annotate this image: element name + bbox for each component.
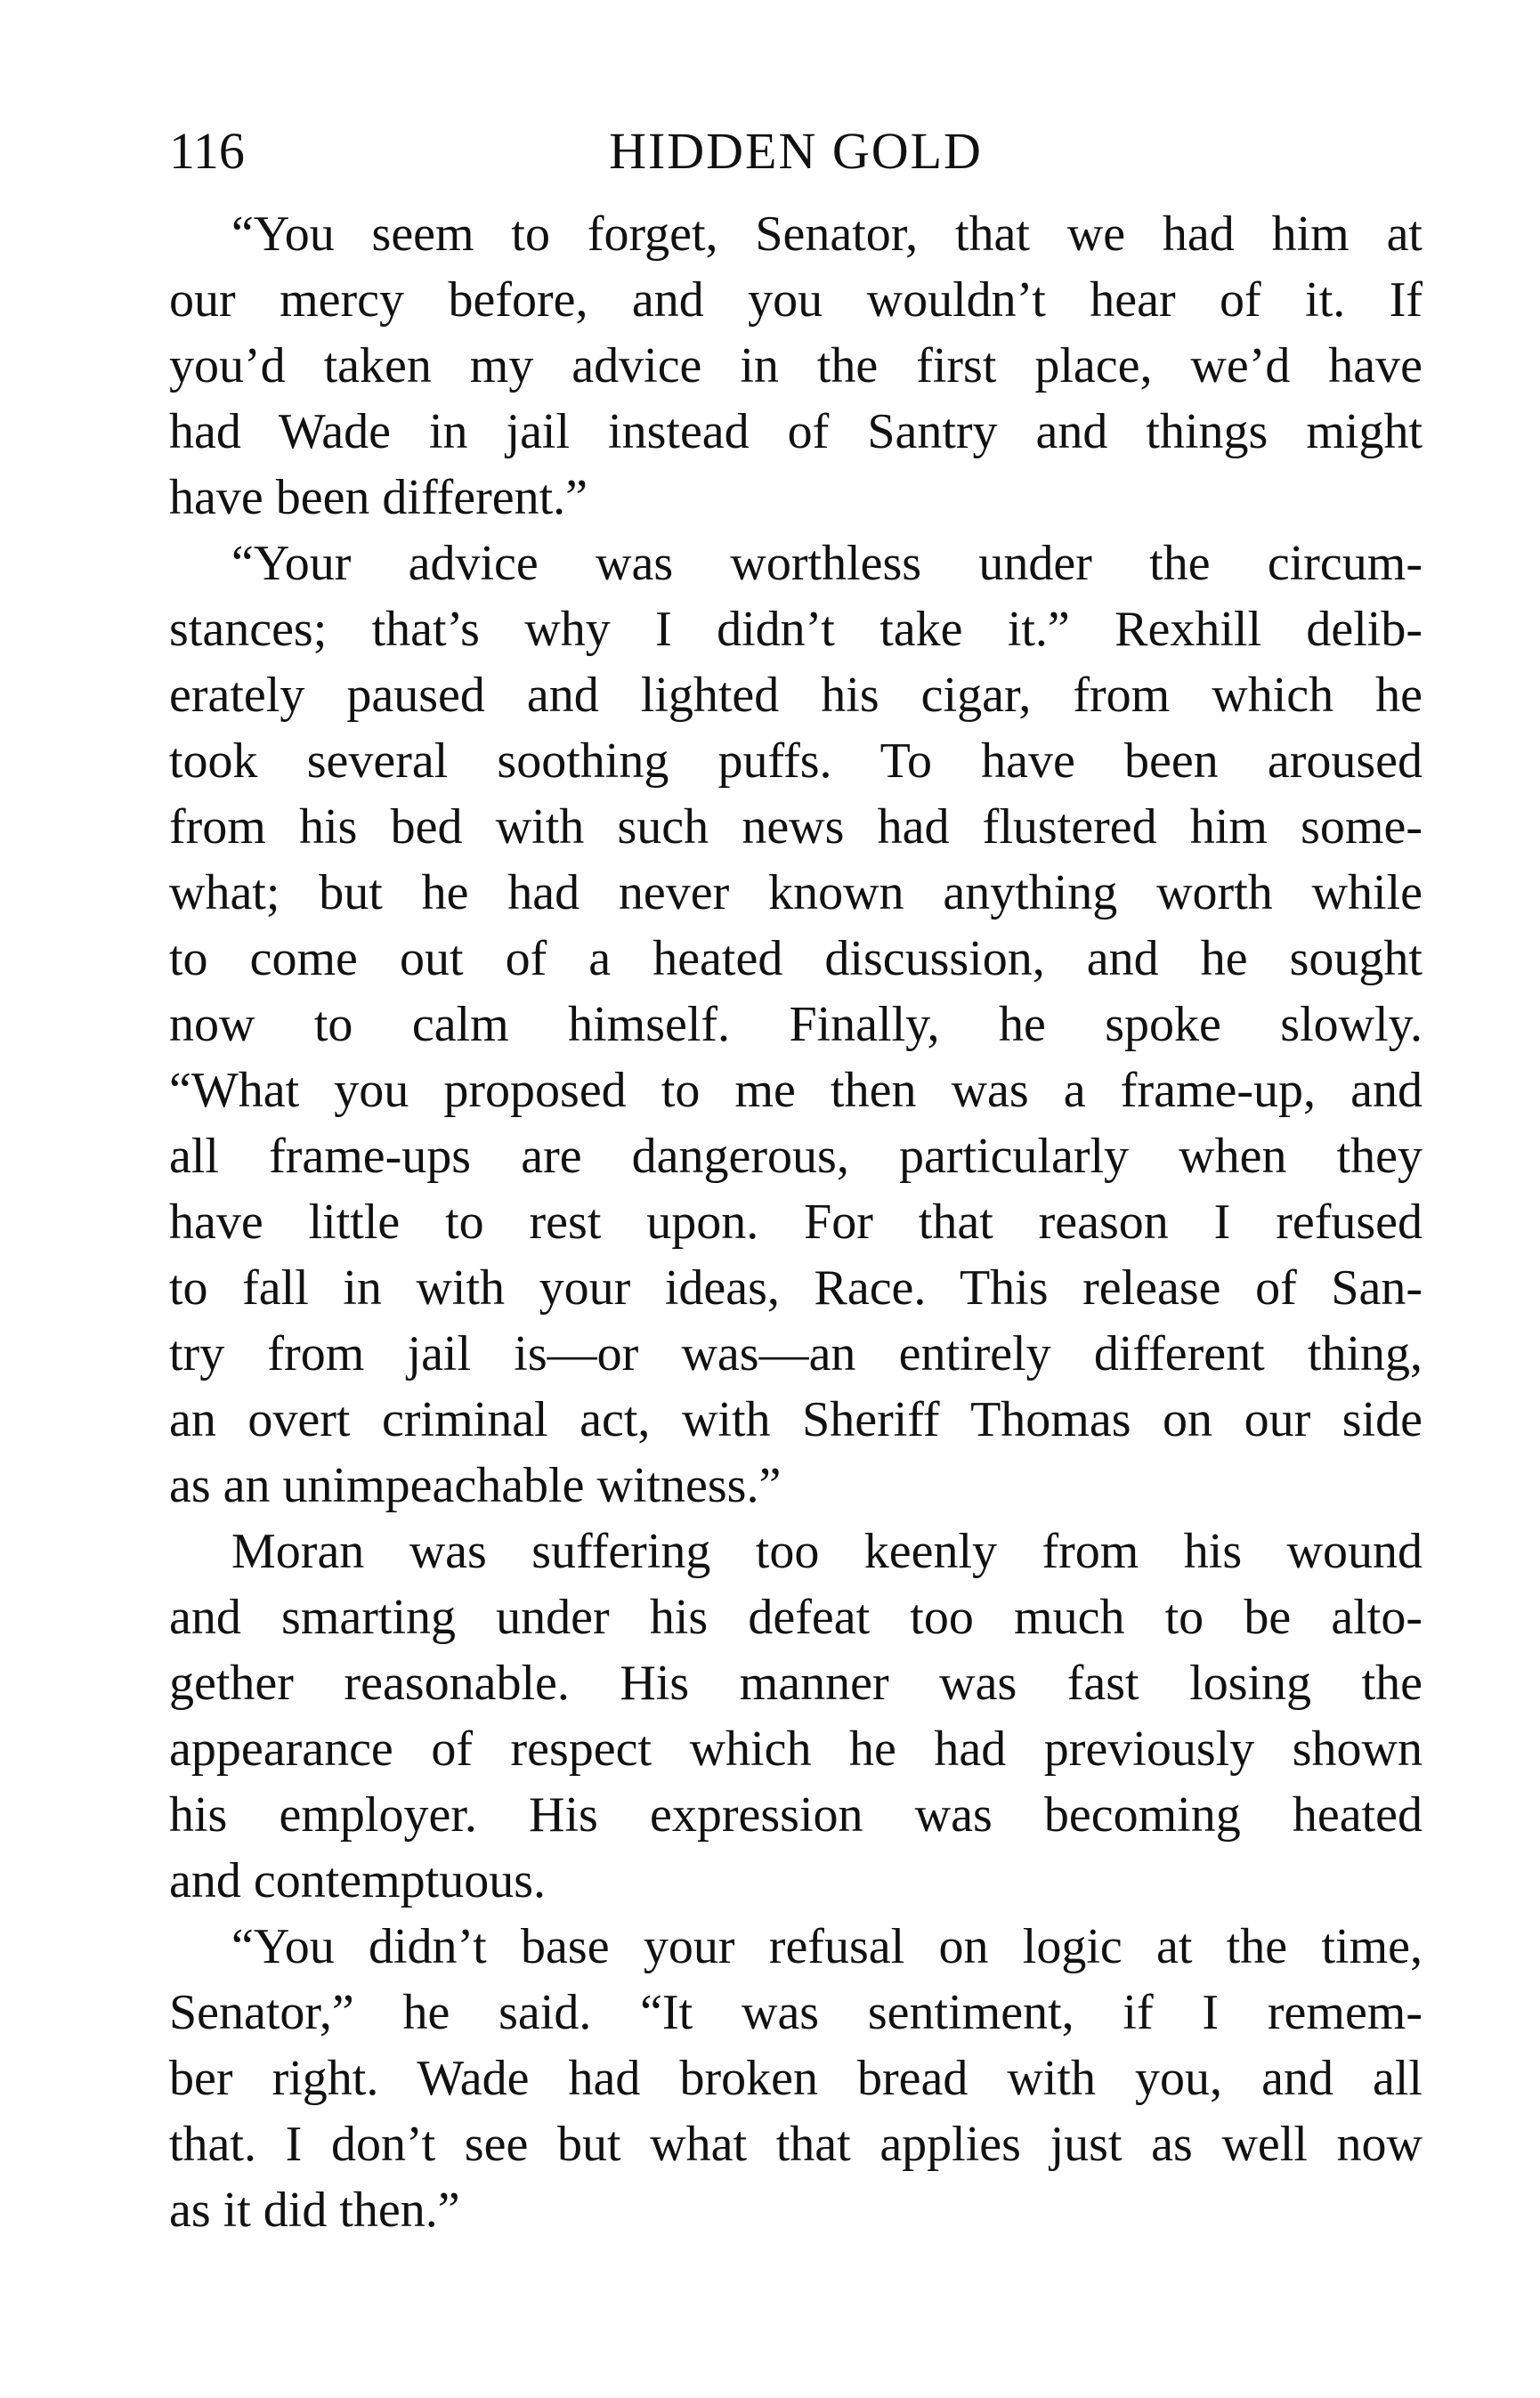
running-title: HIDDEN GOLD (609, 122, 983, 180)
text-line: gether reasonable. His manner was fast losing the (169, 1656, 1422, 1711)
book-page (169, 116, 1422, 2243)
text-line: ber right. Wade had broken bread with you, and all (169, 2051, 1422, 2106)
text-line: appearance of respect which he had previously shown (169, 1722, 1422, 1777)
text-line: try from jail is—or was—an entirely different thing, (169, 1326, 1422, 1381)
paragraph (169, 1519, 1422, 1914)
text-line: our mercy before, and you wouldn’t hear of it. If (169, 272, 1422, 328)
text-line: all frame-ups are dangerous, particularly when they (169, 1129, 1422, 1184)
text-line: and contemptuous. (169, 1853, 547, 1908)
text-line: stances; that’s why I didn’t take it.” Rexhill delib- (169, 602, 1422, 657)
paragraph (169, 531, 1422, 1519)
text-line: an overt criminal act, with Sheriff Thomas on our side (169, 1392, 1422, 1447)
text-line: erately paused and lighted his cigar, from which he (169, 668, 1422, 723)
text-line: what; but he had never known anything worth while (169, 865, 1422, 920)
text-line: “Your advice was worthless under the circum- (231, 536, 1422, 591)
text-line: had Wade in jail instead of Santry and things might (169, 404, 1422, 459)
text-line: and smarting under his defeat too much to be alto- (169, 1590, 1422, 1645)
text-line: “What you proposed to me then was a frame-up, and (169, 1063, 1422, 1118)
text-line: that. I don’t see but what that applies just as well now (169, 2117, 1422, 2172)
text-line: his employer. His expression was becoming heated (169, 1787, 1422, 1843)
text-line: you’d taken my advice in the first place, we’d have (169, 338, 1422, 393)
paragraph (169, 1914, 1422, 2243)
text-line: Senator,” he said. “It was sentiment, if I remem- (169, 1985, 1422, 2040)
body-text (169, 201, 1422, 2243)
text-line: to fall in with your ideas, Race. This release of San- (169, 1260, 1422, 1316)
text-line: as an unimpeachable witness.” (169, 1458, 782, 1513)
text-line: took several soothing puffs. To have been aroused (169, 733, 1422, 789)
text-line: Moran was suffering too keenly from his wound (231, 1524, 1422, 1579)
text-line: have been different.” (169, 470, 588, 525)
text-line: “You seem to forget, Senator, that we had him at (231, 207, 1422, 262)
paragraph (169, 201, 1422, 531)
text-line: from his bed with such news had flustered him some- (169, 799, 1422, 855)
text-line: “You didn’t base your refusal on logic at the time, (231, 1919, 1422, 1974)
text-line: as it did then.” (169, 2183, 460, 2238)
page-number: 116 (169, 122, 245, 180)
text-line: to come out of a heated discussion, and he sought (169, 931, 1422, 986)
text-line: now to calm himself. Finally, he spoke slowly. (169, 997, 1422, 1052)
text-line: have little to rest upon. For that reason I refused (169, 1195, 1422, 1250)
running-header (169, 116, 1422, 187)
